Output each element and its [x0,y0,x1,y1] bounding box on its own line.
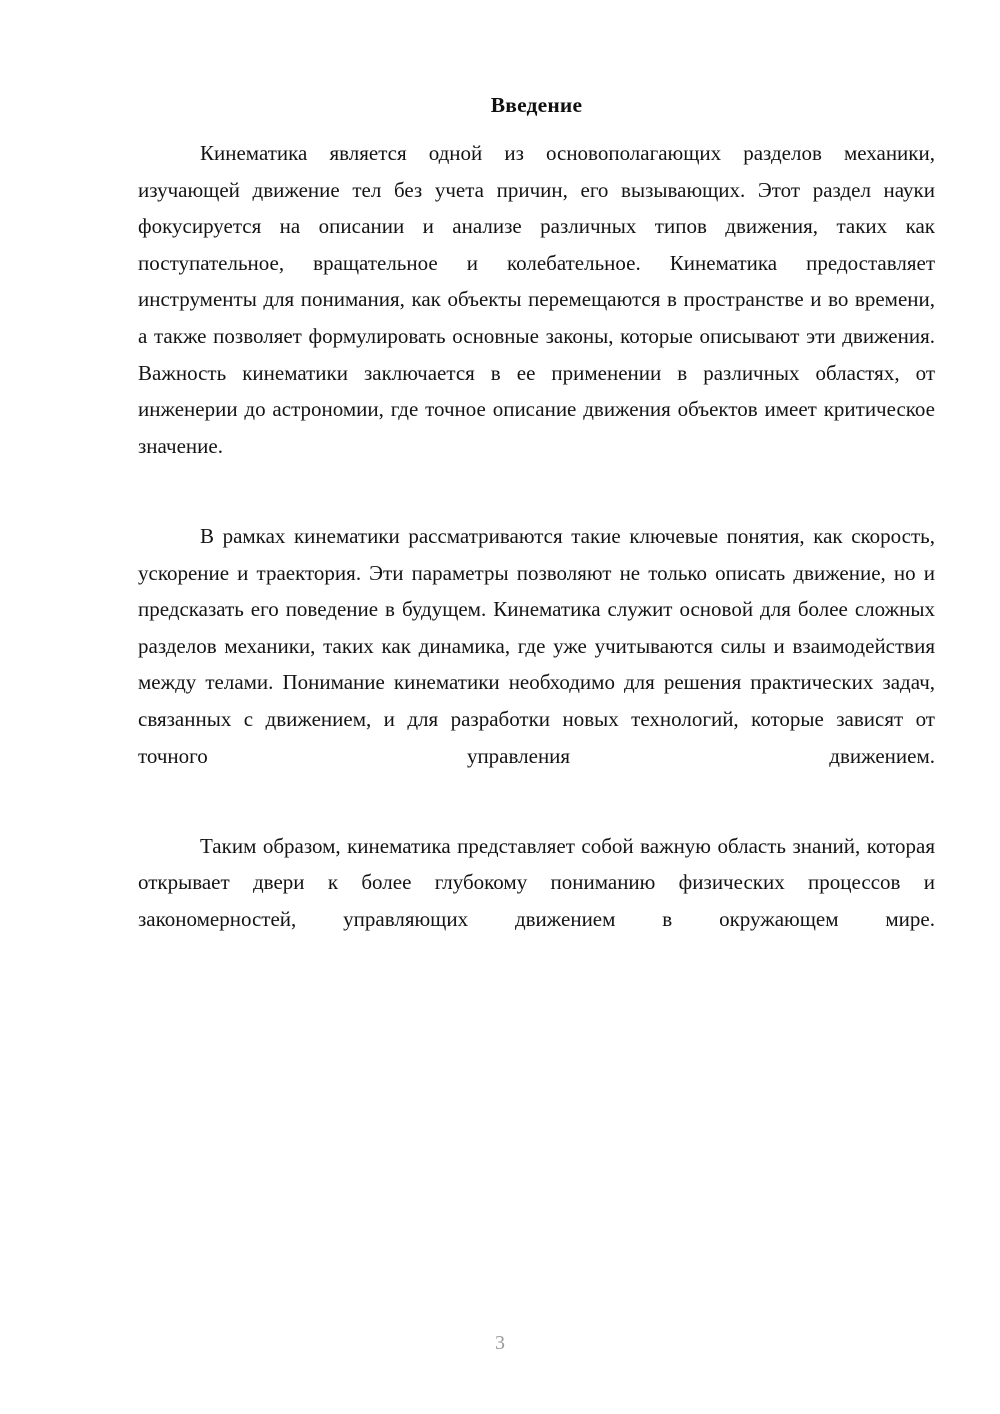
body-paragraph-1: Кинематика является одной из основополагающих разделов механики, изучающей движение тел без учета причин, его вызывающих. Этот раздел науки фокусируется на описании и анализе различных типов движения, таких как поступательное, вращательное и колебательное. Кинематика предоставляет инструменты для понимания, как объекты перемещаются в пространстве и во времени, а также позволяет формулировать основные законы, которые описывают эти движения. Важность кинематики заключается в ее применении в различных областях, от инженерии до астрономии, где точное описание движения объектов имеет критическое значение. [138,141,935,458]
page-number: 3 [495,1332,505,1354]
page-content [138,88,935,974]
body-paragraph-2: В рамках кинематики рассматриваются такие ключевые понятия, как скорость, ускорение и траектория. Эти параметры позволяют не только описать движение, но и предсказать его поведение в будущем. Кинематика служит основой для более сложных разделов механики, таких как динамика, где уже учитываются силы и взаимодействия между телами. Понимание кинематики необходимо для решения практических задач, связанных с движением, и для разработки новых технологий, которые зависят от точного управления движением. [138,523,935,768]
body-paragraph-3: Таким образом, кинематика представляет собой важную область знаний, которая открывает двери к более глубокому пониманию физических процессов и закономерностей, управляющих движением в окружающем мире. [138,833,935,931]
page-title: Введение [490,93,583,117]
